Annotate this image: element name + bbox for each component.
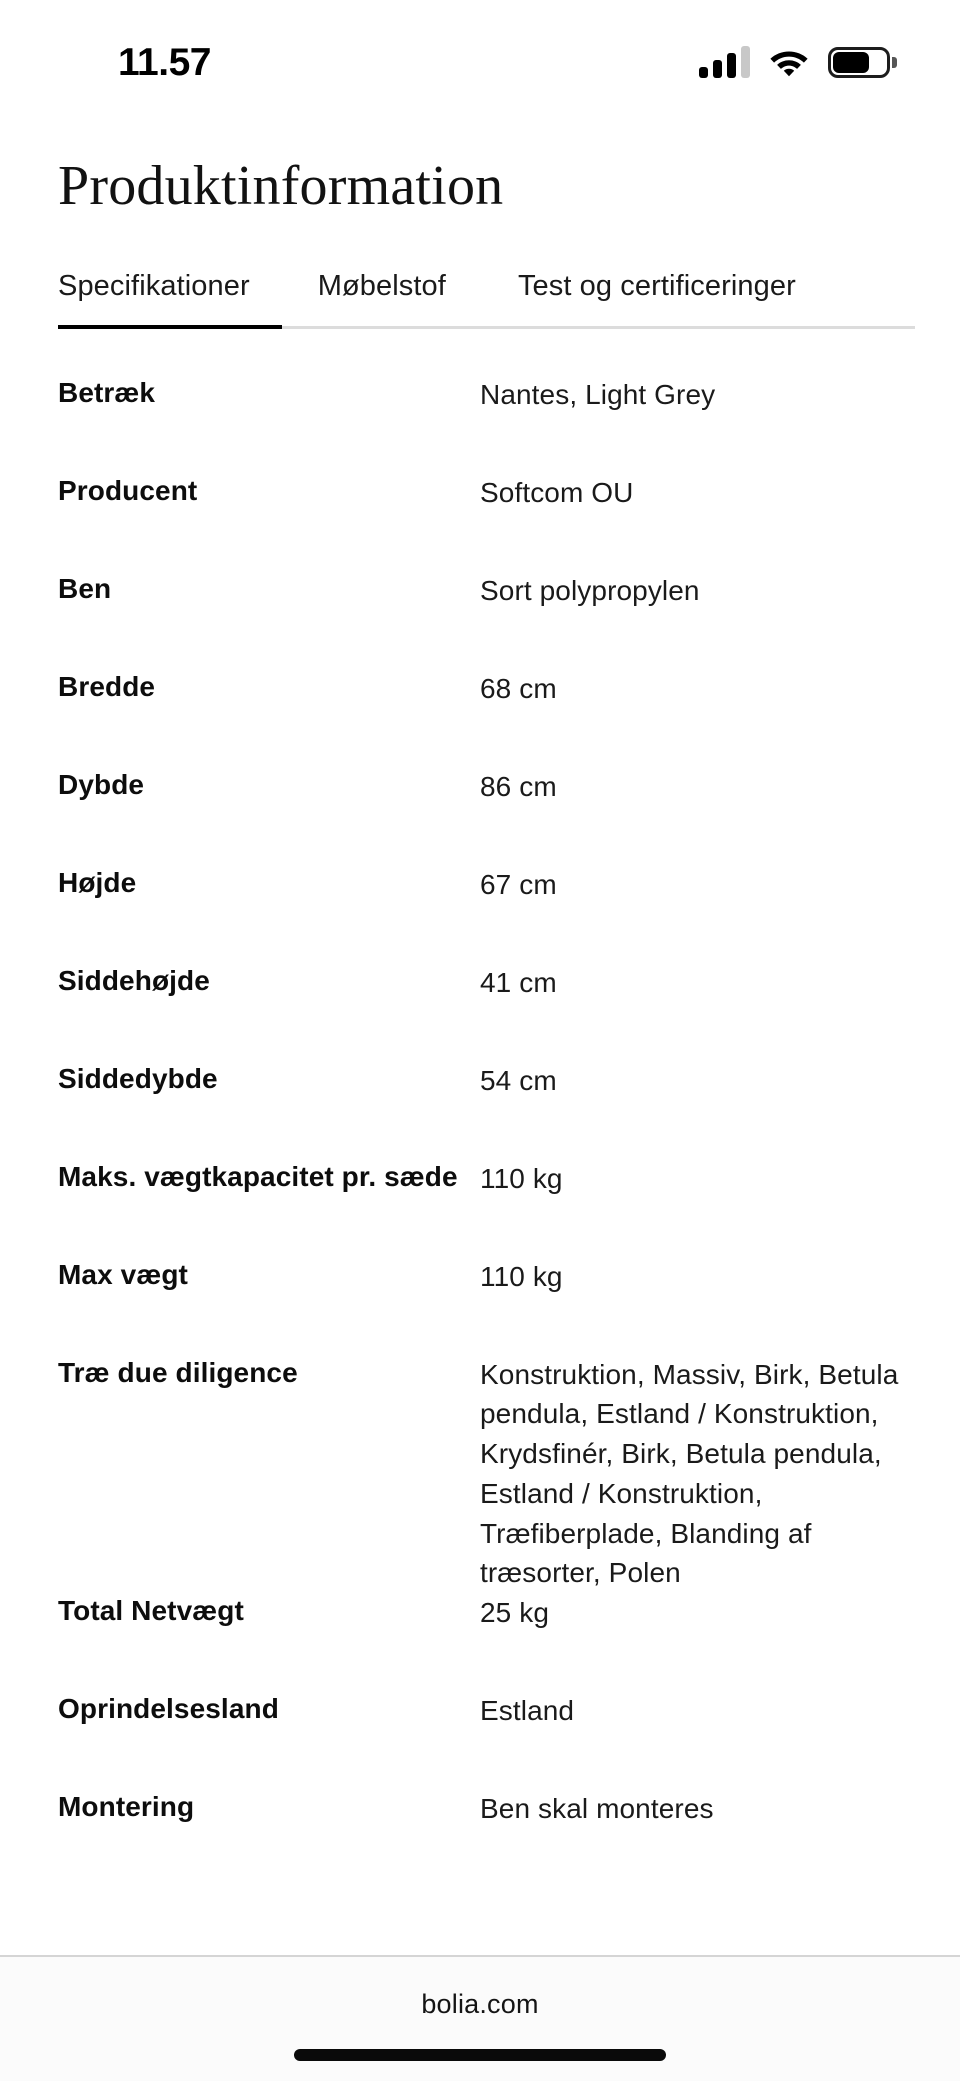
spec-label: Ben	[58, 572, 112, 604]
spec-value: Estland	[480, 1695, 575, 1727]
status-bar-icons	[699, 40, 890, 78]
battery-icon	[828, 47, 890, 78]
status-bar	[0, 0, 960, 118]
spec-label: Max vægt	[58, 1258, 188, 1290]
home-indicator[interactable]	[294, 2049, 666, 2061]
spec-value: Konstruktion, Massiv, Birk, Betula pendula, Estland / Konstruktion, Krydsfinér, Birk, Betula pendula, Estland / Konstruktion, Træfiberplade, Blanding af træsorter, Polen	[480, 1358, 899, 1589]
table-row	[58, 375, 915, 473]
table-row	[58, 767, 915, 865]
spec-value: 68 cm	[480, 672, 557, 704]
tab-active-underline	[58, 325, 282, 329]
spec-value: 110 kg	[480, 1162, 563, 1194]
tab-bar	[0, 269, 960, 329]
page-title: Produktinformation	[58, 155, 504, 217]
table-row	[58, 669, 915, 767]
spec-label: Træ due diligence	[58, 1356, 298, 1388]
table-row	[58, 473, 915, 571]
table-row	[58, 1691, 915, 1789]
table-row	[58, 963, 915, 1061]
table-row	[58, 1789, 915, 1887]
table-row	[58, 1159, 915, 1257]
browser-domain-label[interactable]: bolia.com	[421, 1989, 539, 2019]
tab-test-og-certificeringer[interactable]: Test og certificeringer	[517, 269, 796, 302]
spec-label: Total Netvægt	[58, 1595, 244, 1627]
spec-label: Dybde	[58, 768, 145, 800]
table-row	[58, 571, 915, 669]
status-bar-time: 11.57	[118, 40, 211, 84]
browser-bottom-bar	[0, 1955, 960, 2081]
tab-specifikationer[interactable]: Specifikationer	[58, 269, 250, 302]
table-row	[58, 1355, 915, 1594]
specifications-table	[0, 375, 960, 1888]
table-row	[58, 1061, 915, 1159]
cellular-signal-icon	[699, 46, 750, 78]
spec-value: 86 cm	[480, 770, 557, 802]
spec-value: 67 cm	[480, 868, 557, 900]
spec-value: 54 cm	[480, 1064, 557, 1096]
spec-value: Ben skal monteres	[480, 1793, 714, 1825]
spec-label: Montering	[58, 1791, 195, 1823]
spec-label: Oprindelsesland	[58, 1693, 279, 1725]
spec-label: Siddehøjde	[58, 964, 210, 996]
spec-label: Bredde	[58, 670, 156, 702]
spec-value: Nantes, Light Grey	[480, 378, 716, 410]
table-row	[58, 1593, 915, 1691]
tab-mobelstof[interactable]: Møbelstof	[317, 269, 446, 302]
spec-value: Sort polypropylen	[480, 574, 700, 606]
table-row	[58, 865, 915, 963]
spec-value: 110 kg	[480, 1260, 563, 1292]
spec-label: Siddedybde	[58, 1062, 218, 1094]
spec-label: Betræk	[58, 376, 156, 408]
table-row	[58, 1257, 915, 1355]
spec-value: 25 kg	[480, 1597, 549, 1629]
spec-label: Højde	[58, 866, 137, 898]
spec-value: Softcom OU	[480, 476, 634, 508]
page-content	[0, 118, 960, 1955]
wifi-icon	[768, 46, 810, 78]
spec-value: 41 cm	[480, 966, 557, 998]
spec-label: Maks. vægtkapacitet pr. sæde	[58, 1160, 458, 1192]
spec-label: Producent	[58, 474, 198, 506]
